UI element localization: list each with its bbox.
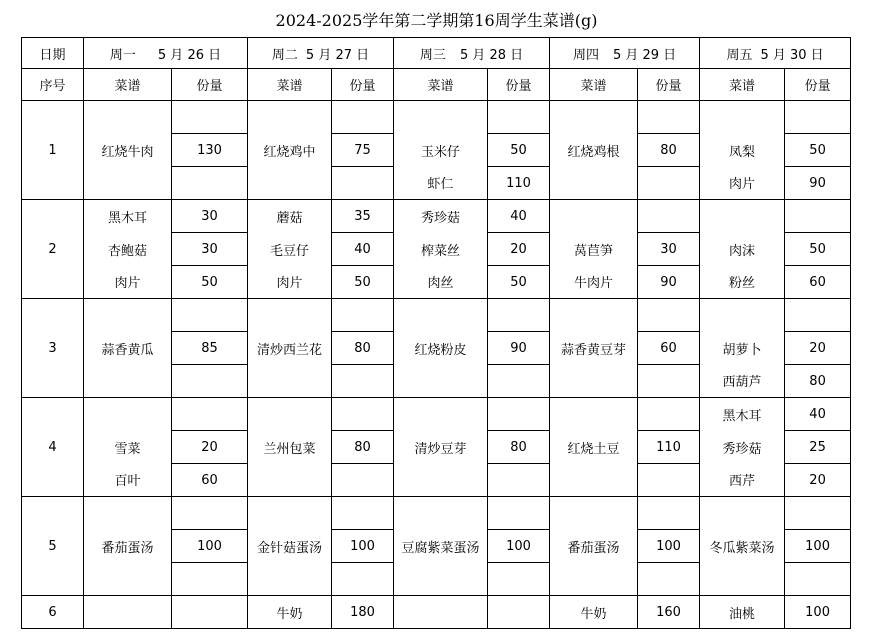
dish-cell: 红烧土豆: [550, 431, 638, 464]
qty-cell: 80: [332, 332, 394, 365]
qty-cell: [172, 167, 248, 200]
dish-cell: 蒜香黄豆芽: [550, 332, 638, 365]
qty-cell: [638, 365, 700, 398]
dish-cell: [394, 464, 488, 497]
qty-cell: 100: [172, 530, 248, 563]
dish-cell: [394, 563, 488, 596]
qty-cell: 160: [638, 596, 700, 629]
dish-cell: 秀珍菇: [394, 200, 488, 233]
qty-cell: 20: [172, 431, 248, 464]
qty-cell: [785, 299, 851, 332]
qty-cell: [488, 464, 550, 497]
qty-cell: 30: [638, 233, 700, 266]
dish-cell: [84, 101, 172, 134]
dish-cell: [700, 101, 785, 134]
qty-cell: [488, 299, 550, 332]
qty-cell: [332, 497, 394, 530]
qty-label: 份量: [488, 69, 550, 101]
dish-cell: [394, 101, 488, 134]
qty-cell: [332, 365, 394, 398]
qty-cell: [172, 299, 248, 332]
qty-cell: 35: [332, 200, 394, 233]
qty-cell: [785, 101, 851, 134]
dish-cell: [394, 365, 488, 398]
dish-cell: 肉沫: [700, 233, 785, 266]
qty-cell: 20: [785, 464, 851, 497]
qty-cell: 100: [488, 530, 550, 563]
day-header-fri: [700, 38, 851, 69]
dish-label: 菜谱: [550, 69, 638, 101]
qty-cell: 50: [488, 134, 550, 167]
qty-cell: [332, 299, 394, 332]
qty-cell: [172, 563, 248, 596]
qty-cell: [332, 563, 394, 596]
dish-cell: [248, 365, 332, 398]
dish-cell: [550, 200, 638, 233]
dish-cell: [248, 299, 332, 332]
qty-cell: 25: [785, 431, 851, 464]
dish-cell: 杏鲍菇: [84, 233, 172, 266]
seq-cell: 1: [22, 101, 84, 200]
qty-cell: [488, 365, 550, 398]
table-row: [22, 398, 851, 431]
dish-cell: [84, 299, 172, 332]
dish-cell: [248, 464, 332, 497]
dish-cell: 莴苣笋: [550, 233, 638, 266]
table-row: [22, 497, 851, 530]
qty-cell: 50: [785, 134, 851, 167]
dish-cell: [84, 497, 172, 530]
dish-cell: [550, 299, 638, 332]
qty-cell: 80: [785, 365, 851, 398]
day-name: 周二: [271, 47, 298, 63]
qty-cell: [172, 596, 248, 629]
date-header-row: [22, 38, 851, 69]
qty-label: 份量: [332, 69, 394, 101]
dish-cell: 毛豆仔: [248, 233, 332, 266]
table-row: [22, 101, 851, 134]
qty-cell: [172, 398, 248, 431]
table-row: [22, 134, 851, 167]
qty-cell: [332, 101, 394, 134]
qty-cell: 100: [785, 530, 851, 563]
dish-cell: [84, 398, 172, 431]
dish-cell: [84, 563, 172, 596]
dish-cell: 肉片: [700, 167, 785, 200]
dish-label: 菜谱: [248, 69, 332, 101]
dish-cell: 榨菜丝: [394, 233, 488, 266]
dish-cell: 胡萝卜: [700, 332, 785, 365]
qty-cell: 90: [638, 266, 700, 299]
day-name: 周三: [419, 47, 446, 63]
dish-cell: 冬瓜紫菜汤: [700, 530, 785, 563]
qty-cell: 40: [488, 200, 550, 233]
menu-body: [22, 101, 851, 629]
qty-cell: [785, 200, 851, 233]
dish-cell: 豆腐紫菜蛋汤: [394, 530, 488, 563]
qty-cell: [638, 398, 700, 431]
dish-cell: 兰州包菜: [248, 431, 332, 464]
qty-cell: [488, 596, 550, 629]
dish-cell: 番茄蛋汤: [84, 530, 172, 563]
dish-cell: [550, 497, 638, 530]
qty-cell: [638, 497, 700, 530]
qty-label: 份量: [172, 69, 248, 101]
qty-cell: [332, 167, 394, 200]
qty-cell: 50: [488, 266, 550, 299]
dish-cell: [84, 365, 172, 398]
dish-cell: 肉片: [248, 266, 332, 299]
qty-cell: [638, 101, 700, 134]
qty-cell: 180: [332, 596, 394, 629]
qty-cell: 30: [172, 233, 248, 266]
dish-cell: [84, 167, 172, 200]
qty-cell: [332, 398, 394, 431]
table-row: [22, 464, 851, 497]
date-label: 日期: [22, 38, 84, 69]
dish-cell: [550, 167, 638, 200]
dish-label: 菜谱: [700, 69, 785, 101]
menu-title: 2024-2025学年第二学期第16周学生菜谱(g): [275, 11, 598, 30]
day-date: 5 月 26 日: [157, 47, 222, 63]
dish-label: 菜谱: [84, 69, 172, 101]
qty-cell: 75: [332, 134, 394, 167]
table-row: [22, 266, 851, 299]
qty-label: 份量: [638, 69, 700, 101]
day-date: 5 月 27 日: [305, 47, 370, 63]
seq-cell: 3: [22, 299, 84, 398]
qty-cell: 130: [172, 134, 248, 167]
dish-cell: 红烧鸡根: [550, 134, 638, 167]
dish-cell: 玉米仔: [394, 134, 488, 167]
dish-cell: 虾仁: [394, 167, 488, 200]
table-row: [22, 332, 851, 365]
day-name: 周五: [726, 47, 753, 63]
dish-cell: 清炒西兰花: [248, 332, 332, 365]
dish-cell: 百叶: [84, 464, 172, 497]
qty-cell: 50: [785, 233, 851, 266]
qty-cell: [488, 101, 550, 134]
dish-label: 菜谱: [394, 69, 488, 101]
dish-cell: 黑木耳: [84, 200, 172, 233]
dish-cell: 金针菇蛋汤: [248, 530, 332, 563]
dish-cell: 牛奶: [550, 596, 638, 629]
dish-cell: [550, 563, 638, 596]
qty-cell: [638, 167, 700, 200]
dish-cell: 凤梨: [700, 134, 785, 167]
qty-cell: [332, 464, 394, 497]
qty-cell: 20: [785, 332, 851, 365]
dish-cell: [700, 563, 785, 596]
day-name: 周一: [109, 47, 136, 63]
dish-cell: 牛肉片: [550, 266, 638, 299]
dish-cell: [700, 200, 785, 233]
qty-cell: 90: [488, 332, 550, 365]
qty-cell: [785, 563, 851, 596]
day-header-thu: [550, 38, 700, 69]
day-date: 5 月 29 日: [612, 47, 677, 63]
dish-cell: [550, 398, 638, 431]
dish-cell: [248, 167, 332, 200]
qty-cell: 30: [172, 200, 248, 233]
day-date: 5 月 28 日: [459, 47, 524, 63]
table-row-last: [22, 596, 851, 629]
qty-cell: 100: [785, 596, 851, 629]
dish-cell: 红烧牛肉: [84, 134, 172, 167]
qty-cell: 85: [172, 332, 248, 365]
day-header-mon: [84, 38, 248, 69]
qty-cell: 20: [488, 233, 550, 266]
dish-cell: [550, 365, 638, 398]
qty-cell: 60: [785, 266, 851, 299]
qty-cell: 40: [785, 398, 851, 431]
qty-cell: 40: [332, 233, 394, 266]
day-date: 5 月 30 日: [760, 47, 824, 63]
day-header-wed: [394, 38, 550, 69]
dish-cell: 肉丝: [394, 266, 488, 299]
table-row: [22, 563, 851, 596]
dish-cell: [248, 101, 332, 134]
dish-cell: [394, 596, 488, 629]
dish-cell: [550, 101, 638, 134]
dish-cell: 雪菜: [84, 431, 172, 464]
qty-cell: [488, 398, 550, 431]
dish-cell: [248, 398, 332, 431]
dish-cell: [394, 497, 488, 530]
qty-cell: 100: [332, 530, 394, 563]
qty-label: 份量: [785, 69, 851, 101]
table-row: [22, 365, 851, 398]
dish-cell: 西葫芦: [700, 365, 785, 398]
qty-cell: [488, 497, 550, 530]
dish-cell: 黑木耳: [700, 398, 785, 431]
dish-cell: 红烧鸡中: [248, 134, 332, 167]
table-row: [22, 431, 851, 464]
qty-cell: [638, 464, 700, 497]
day-name: 周四: [572, 47, 599, 63]
dish-cell: [248, 563, 332, 596]
dish-cell: [700, 497, 785, 530]
qty-cell: 80: [488, 431, 550, 464]
qty-cell: 60: [172, 464, 248, 497]
dish-cell: 牛奶: [248, 596, 332, 629]
dish-cell: 清炒豆芽: [394, 431, 488, 464]
qty-cell: [172, 365, 248, 398]
seq-cell: 6: [22, 596, 84, 629]
weekly-menu-table: [21, 37, 851, 629]
seq-cell: 5: [22, 497, 84, 596]
table-row: [22, 200, 851, 233]
qty-cell: [638, 200, 700, 233]
seq-label: 序号: [22, 69, 84, 101]
dish-cell: [248, 497, 332, 530]
qty-cell: 80: [638, 134, 700, 167]
qty-cell: 90: [785, 167, 851, 200]
qty-cell: [172, 497, 248, 530]
dish-cell: [394, 398, 488, 431]
table-row: [22, 233, 851, 266]
qty-cell: [488, 563, 550, 596]
qty-cell: [785, 497, 851, 530]
table-row: [22, 167, 851, 200]
qty-cell: 110: [488, 167, 550, 200]
qty-cell: 80: [332, 431, 394, 464]
qty-cell: 60: [638, 332, 700, 365]
dish-cell: 蘑菇: [248, 200, 332, 233]
qty-cell: 100: [638, 530, 700, 563]
qty-cell: [172, 101, 248, 134]
dish-cell: 粉丝: [700, 266, 785, 299]
dish-cell: [84, 596, 172, 629]
qty-cell: 50: [332, 266, 394, 299]
seq-cell: 4: [22, 398, 84, 497]
qty-cell: 50: [172, 266, 248, 299]
day-header-tue: [248, 38, 394, 69]
dish-cell: 红烧粉皮: [394, 332, 488, 365]
qty-cell: 110: [638, 431, 700, 464]
dish-cell: [700, 299, 785, 332]
seq-cell: 2: [22, 200, 84, 299]
qty-cell: [638, 563, 700, 596]
table-row: [22, 530, 851, 563]
column-header-row: [22, 69, 851, 101]
dish-cell: [550, 464, 638, 497]
table-row: [22, 299, 851, 332]
dish-cell: 西芹: [700, 464, 785, 497]
qty-cell: [638, 299, 700, 332]
dish-cell: 油桃: [700, 596, 785, 629]
dish-cell: 蒜香黄瓜: [84, 332, 172, 365]
dish-cell: 秀珍菇: [700, 431, 785, 464]
dish-cell: 番茄蛋汤: [550, 530, 638, 563]
dish-cell: 肉片: [84, 266, 172, 299]
dish-cell: [394, 299, 488, 332]
